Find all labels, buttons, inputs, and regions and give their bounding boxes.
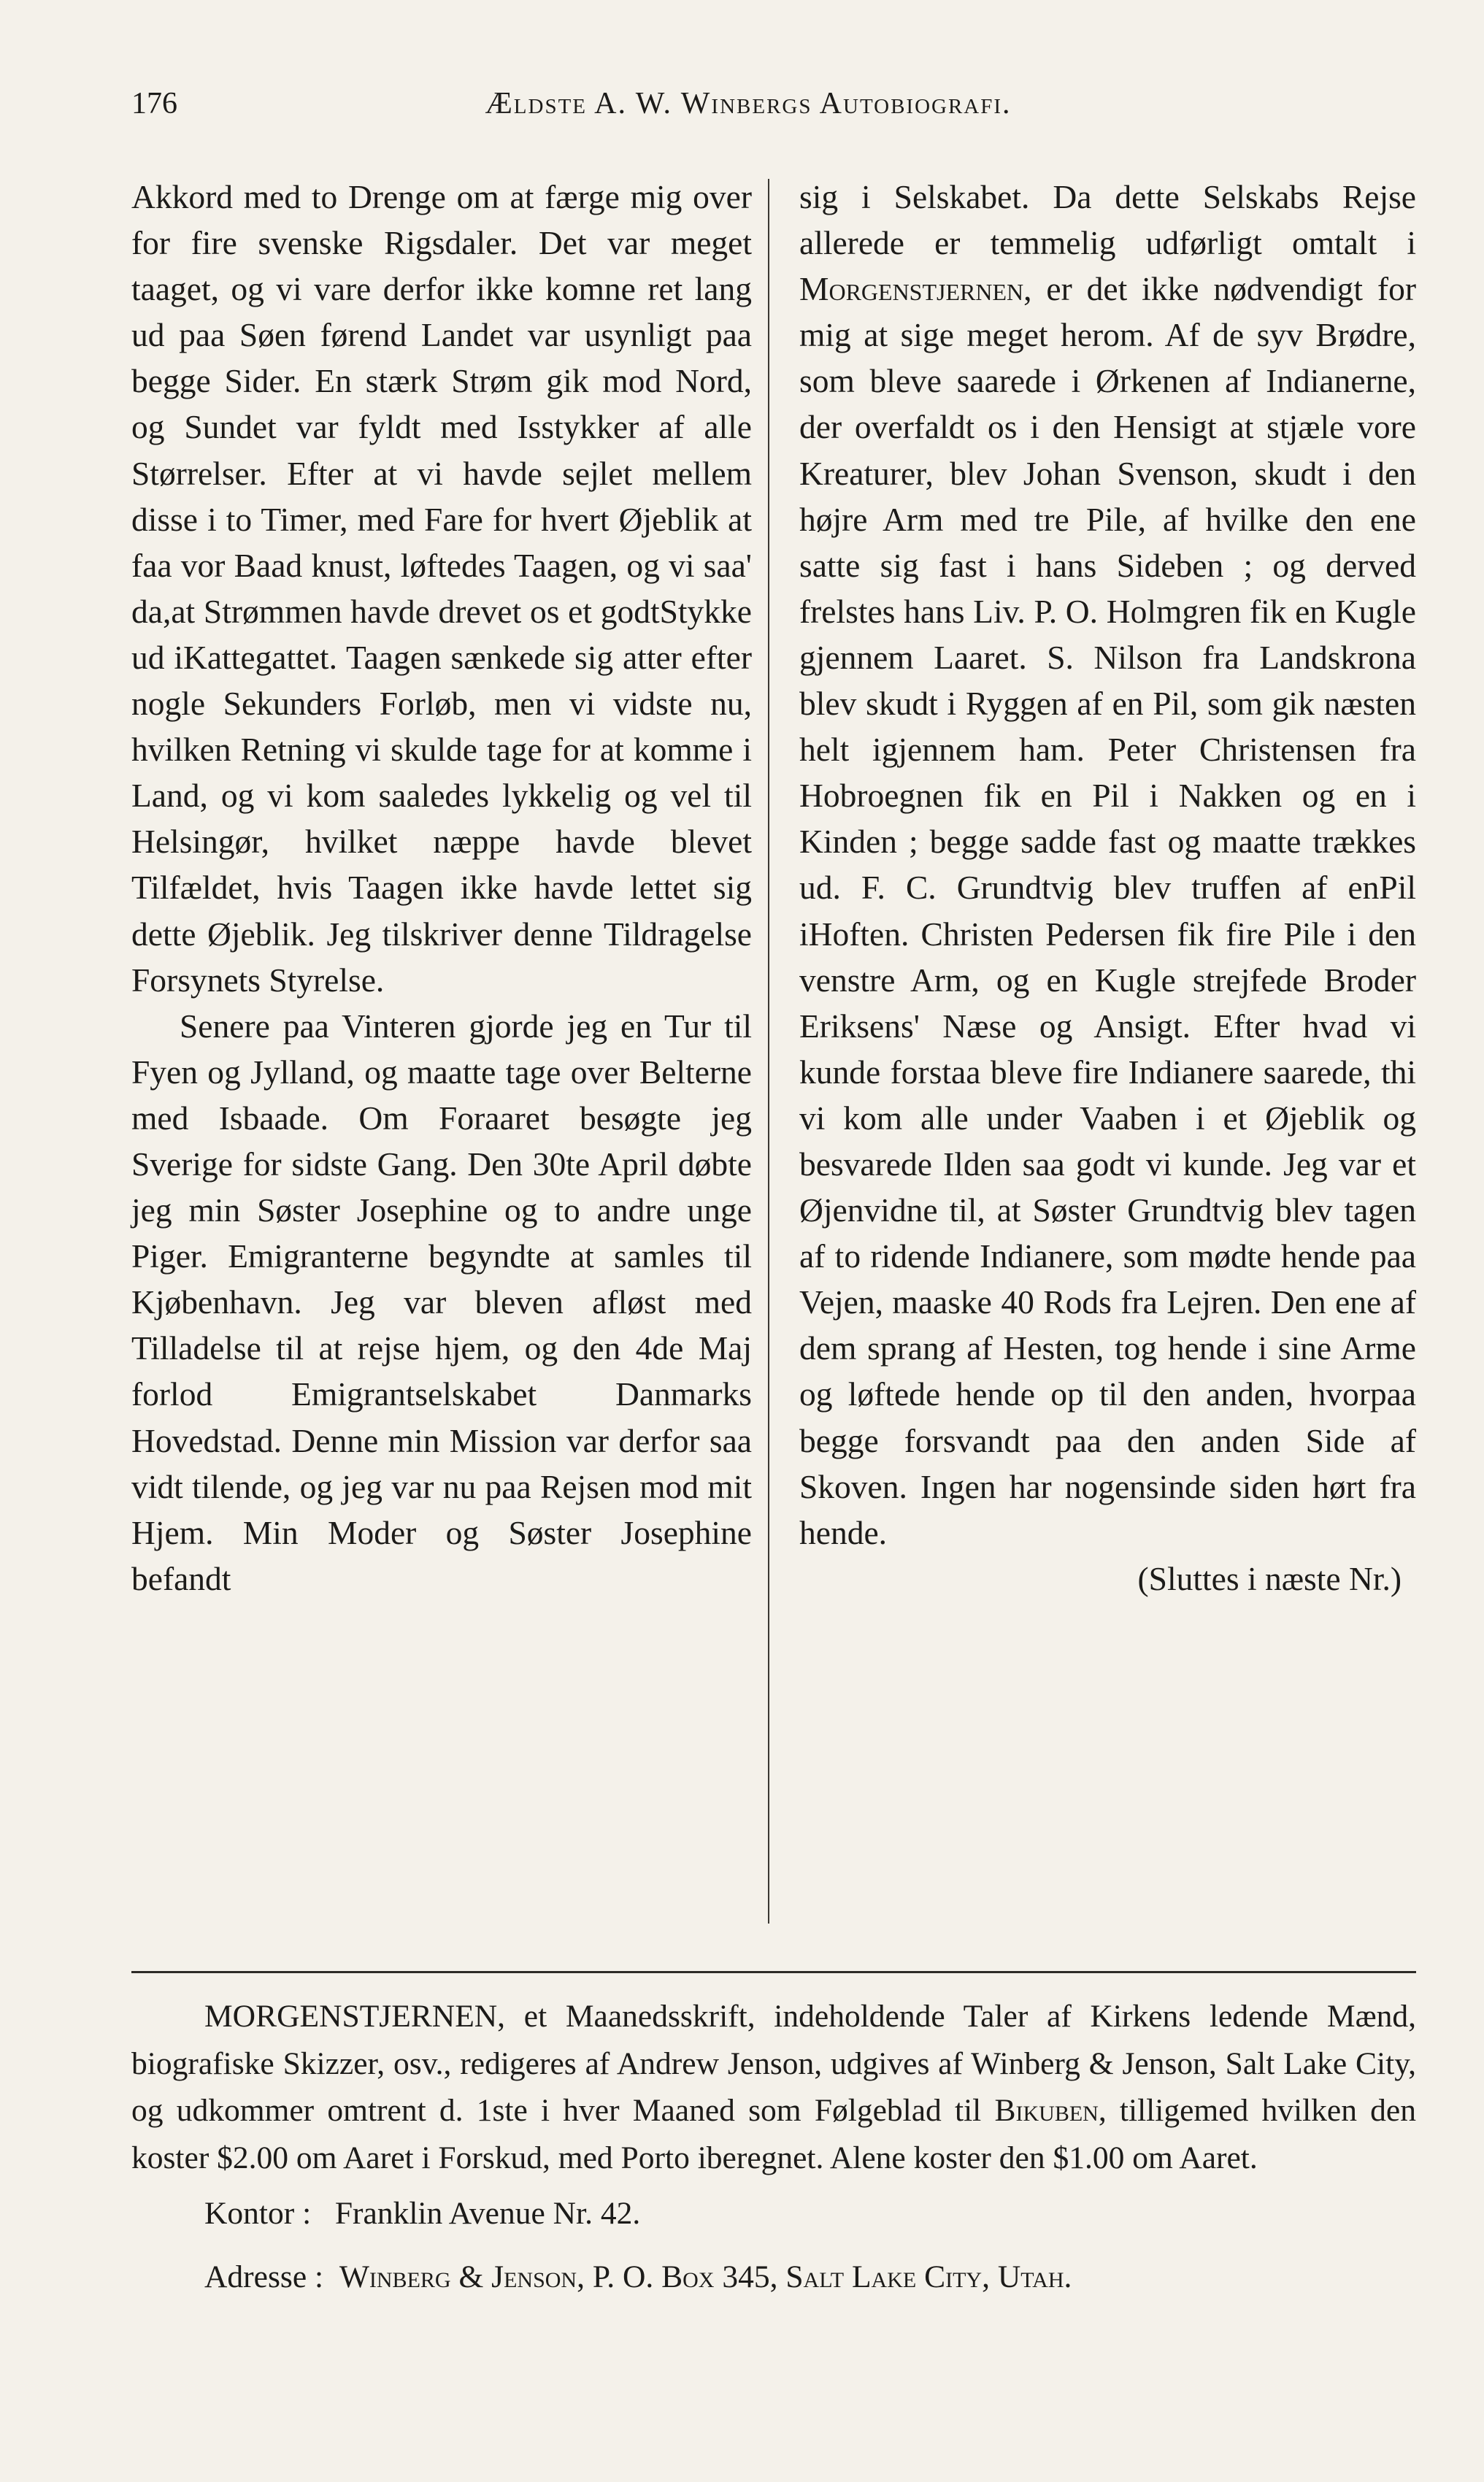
page-number: 176 — [131, 87, 177, 120]
notice-text-start: MORGENSTJERNEN, et Maanedsskrift, indeholdende Taler af Kirkens ledende Mænd, biografiske Skizzer, osv., redigeres af Andrew Jenson, udgives af Winberg & Jenson, Salt Lake City, og udkommer omtrent d. 1ste i hver Maaned som Følgeblad til — [131, 1999, 1416, 2128]
office-label: Kontor : — [204, 2196, 312, 2231]
notice-text-end: , tilligemed hvilken den koster $2.00 om Aaret i Forskud, med Porto iberegnet. Alene koster den $1.00 om Aaret. — [131, 2093, 1416, 2175]
left-paragraph-1: Akkord med to Drenge om at færge mig over for fire svenske Rigsdaler. Det var meget taaget, og vi vare derfor ikke komne ret lang ud paa Søen førend Landet var usynligt paa begge Sider. En stærk Strøm gik mod Nord, og Sundet var fyldt med Isstykker af alle Størrelser. Efter at vi havde sejlet mellem disse i to Timer, med Fare for hvert Øjeblik at faa vor Baad knust, løftedes Taagen, og vi saa' da,at Strømmen havde drevet os et godtStykke ud iKattegattet. Taagen sænkede sig atter efter nogle Sekunders Forløb, men vi vidste nu, hvilken Retning vi skulde tage for at komme i Land, og vi kom saaledes lykkelig og vel til Helsingør, hvilket næppe havde blevet Tilfældet, hvis Taagen ikke havde lettet sig dette Øjeblik. Jeg tilskriver denne Tildragelse Forsynets Styrelse. — [131, 178, 752, 999]
office-line — [131, 2190, 1416, 2237]
running-title: Ældste A. W. Winbergs Autobiografi. — [485, 87, 1012, 120]
right-column — [799, 174, 1416, 1602]
right-paragraph-1-rest: , er det ikke nødvendigt for mig at sige meget herom. Af de syv Brødre, som bleve saarede i Ørkenen af Indianerne, der overfaldt os i den Hensigt at stjæle vore Kreaturer, blev Johan Svenson, skudt i den højre Arm med tre Pile, af hvilke den ene satte sig fast i hans Sideben ; og derved frelstes hans Liv. P. O. Holmgren fik en Kugle gjennem Laaret. S. Nilson fra Landskrona blev skudt i Ryggen af en Pil, som gik næsten helt igjennem ham. Peter Christensen fra Hobroegnen fik en Pil i Nakken og en i Kinden ; begge sadde fast og maatte trækkes ud. F. C. Grundtvig blev truffen af enPil iHoften. Christen Pedersen fik fire Pile i den venstre Arm, og en Kugle strejfede Broder Eriksens' Næse og Ansigt. Efter hvad vi kunde forstaa bleve fire Indianere saarede, thi vi kom alle under Vaaben i et Øjeblik og besvarede Ilden saa godt vi kunde. Jeg var et Øjenvidne til, at Søster Grundtvig blev tagen af to ridende Indianere, som mødte hende paa Vejen, maaske 40 Rods fra Lejren. Den ene af dem sprang af Hesten, tog hende i sine Arme og løftede hende op til den anden, hvorpaa begge forsvandt paa den anden Side af Skoven. Ingen har nogensinde siden hørt fra hende. — [799, 270, 1416, 1551]
page-header — [131, 86, 1365, 137]
notice-text — [131, 1993, 1416, 2181]
section-divider — [131, 1971, 1416, 1973]
address-value: Winberg & Jenson, P. O. Box 345, Salt Lake City, Utah. — [339, 2259, 1072, 2294]
right-paragraph-1 — [799, 174, 1416, 1556]
left-paragraph-2: Senere paa Vinteren gjorde jeg en Tur til Fyen og Jylland, og maatte tage over Belterne med Isbaade. Om Foraaret besøgte jeg Sverige for sidste Gang. Den 30te April døbte jeg min Søster Josephine og to andre unge Piger. Emigranterne begyndte at samles til Kjøbenhavn. Jeg var bleven afløst med Tilladelse til at rejse hjem, og den 4de Maj forlod Emigrantselskabet Danmarks Hovedstad. Denne min Mission var derfor saa vidt tilende, og jeg var nu paa Rejsen mod mit Hjem. Min Moder og Søster Josephine befandt — [131, 1007, 752, 1597]
publication-notice — [131, 1993, 1416, 2300]
journal-name: Morgenstjernen — [799, 270, 1024, 308]
column-divider — [768, 179, 769, 1924]
bikuben-name: Bikuben — [994, 2093, 1099, 2128]
address-line — [131, 2254, 1416, 2301]
right-paragraph-1-start: sig i Selskabet. Da dette Selskabs Rejse allerede er temmelig udførligt omtalt i — [799, 178, 1416, 262]
left-column — [131, 174, 752, 1602]
continued-note: (Sluttes i næste Nr.) — [1137, 1559, 1402, 1597]
office-value: Franklin Avenue Nr. 42. — [334, 2196, 641, 2231]
address-label: Adresse : — [204, 2259, 324, 2294]
